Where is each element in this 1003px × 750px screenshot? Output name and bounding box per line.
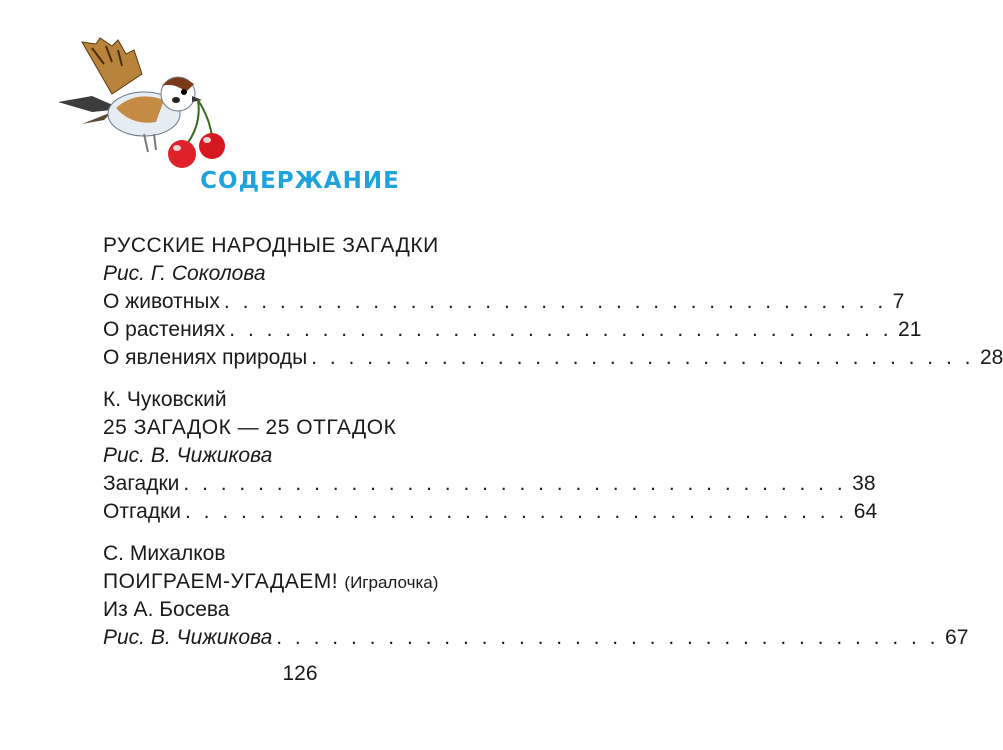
section-title: 25 ЗАГАДОК — 25 ОТГАДОК: [103, 416, 397, 439]
leader-dots: . . . . . . . . . . . . . . . . . . . . . . . . . . . . . . . . . . . .: [223, 290, 887, 313]
page-number: 126: [282, 662, 318, 685]
illustrator-credit: Рис. В. Чижикова: [103, 444, 273, 467]
table-of-contents: [103, 232, 1003, 652]
toc-entry-page: 64: [853, 500, 878, 523]
toc-entry[interactable]: [103, 316, 922, 344]
toc-entry-page: 38: [852, 472, 876, 495]
adaptation-credit: Из А. Босева: [103, 598, 230, 621]
contents-heading: СОДЕРЖАНИЕ: [200, 168, 400, 194]
toc-entry[interactable]: [103, 498, 878, 526]
toc-entry-page: 21: [898, 318, 922, 341]
section-title: РУССКИЕ НАРОДНЫЕ ЗАГАДКИ: [103, 234, 439, 257]
toc-entry-page: 7: [892, 290, 905, 313]
illustrator-credit: Рис. В. Чижикова: [103, 626, 273, 649]
leader-dots: . . . . . . . . . . . . . . . . . . . . . . . . . . . . . . . . . . . .: [276, 626, 940, 649]
leader-dots: . . . . . . . . . . . . . . . . . . . . . . . . . . . . . . . . . . . .: [229, 318, 893, 341]
section-title-row: [103, 568, 513, 596]
toc-entry-label: Отгадки: [103, 500, 182, 523]
toc-entry-label: О растениях: [103, 318, 226, 341]
illustrator-credit: Рис. Г. Соколова: [103, 262, 266, 285]
toc-entry[interactable]: [103, 288, 905, 316]
leader-dots: . . . . . . . . . . . . . . . . . . . . . . . . . . . . . . . . . . . .: [185, 500, 848, 523]
toc-entry[interactable]: [103, 624, 969, 652]
author-name: К. Чуковский: [103, 388, 227, 411]
section-subtitle: (Игралочка): [344, 573, 439, 592]
toc-entry-label: О явлениях природы: [103, 346, 308, 369]
toc-entry-page: 67: [945, 626, 969, 649]
leader-dots: . . . . . . . . . . . . . . . . . . . . . . . . . . . . . . . . . . . .: [183, 472, 847, 495]
toc-entry-page: 28: [979, 346, 1003, 369]
toc-entry-label: Загадки: [103, 472, 180, 495]
section-title: ПОИГРАЕМ-УГАДАЕМ!: [103, 570, 339, 593]
toc-entry-label: О животных: [103, 290, 220, 313]
author-name: С. Михалков: [103, 542, 226, 565]
toc-entry[interactable]: [103, 344, 1003, 372]
sparrow-with-cherries-icon: [52, 34, 252, 174]
toc-entry[interactable]: [103, 470, 876, 498]
leader-dots: . . . . . . . . . . . . . . . . . . . . . . . . . . . . . . . . . . . .: [311, 346, 974, 369]
